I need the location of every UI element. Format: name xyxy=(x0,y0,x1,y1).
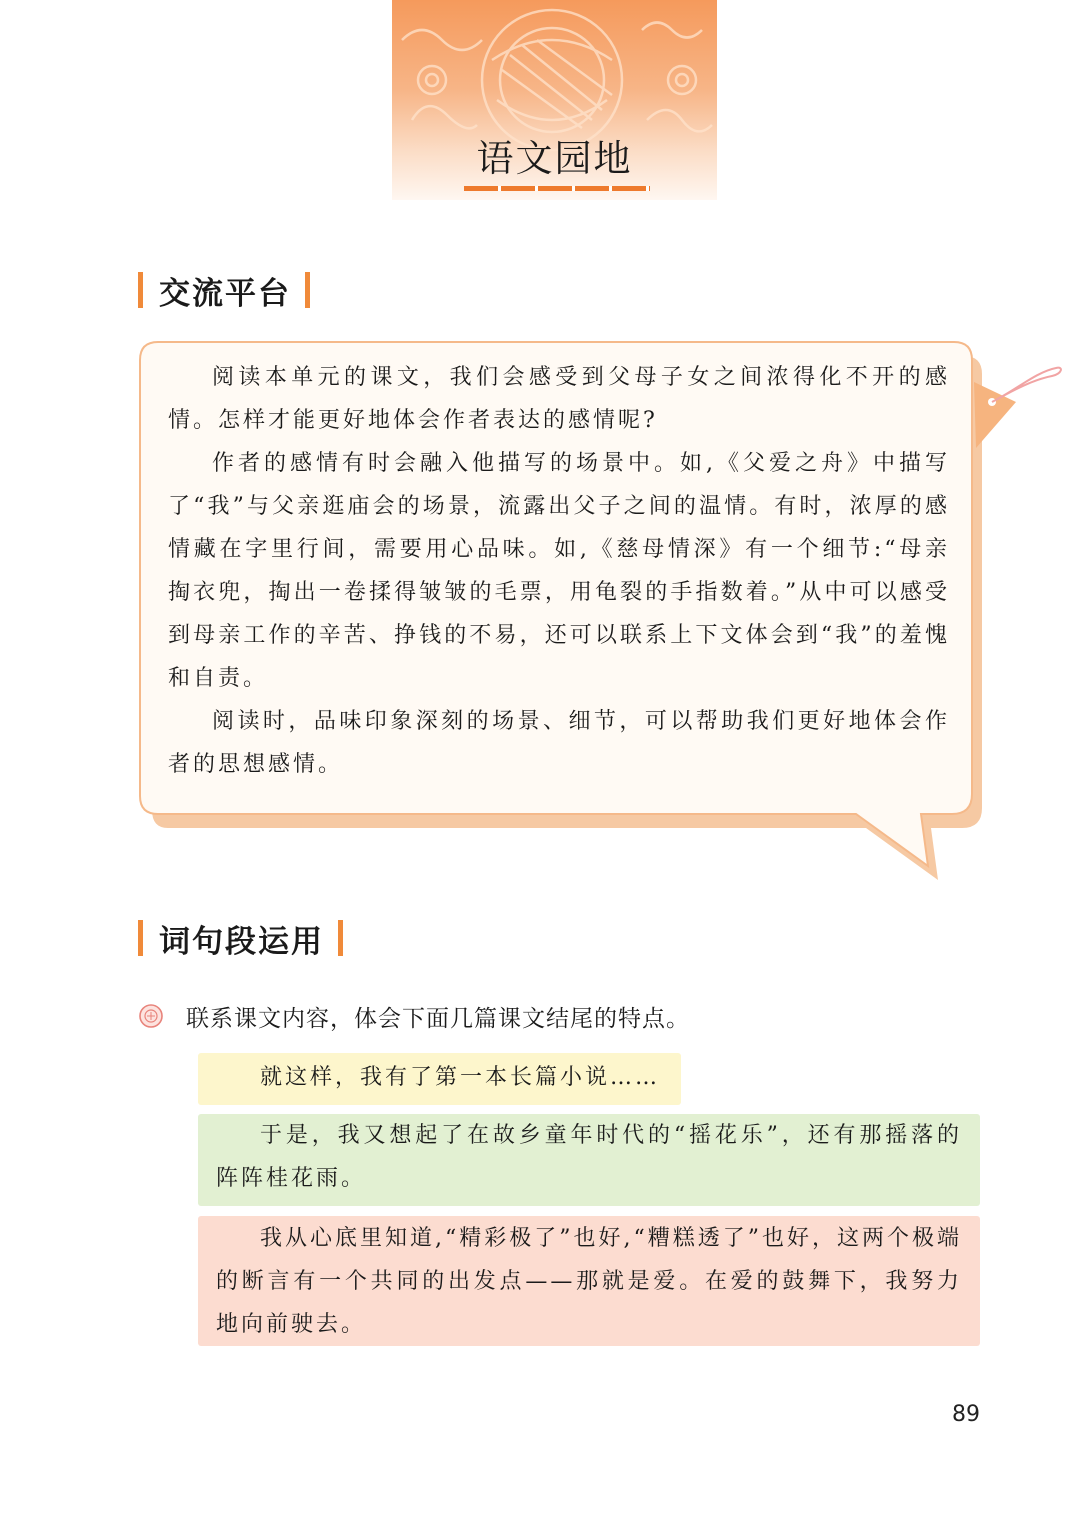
section-bar-left xyxy=(138,920,143,956)
quote-card-yellow xyxy=(198,1053,681,1105)
page-title: 语文园地 xyxy=(476,137,633,180)
quote-text: 我从心底里知道,“精彩极了”也好,“糟糕透了”也好，这两个极端的断言有一个共同的出发点——那就是爱。在爱的鼓舞下，我努力地向前驶去。 xyxy=(216,1226,962,1337)
unit-banner xyxy=(392,0,717,200)
bubble-text xyxy=(168,356,950,786)
section-bar-right xyxy=(305,272,310,308)
section-bar-left xyxy=(138,272,143,308)
section-title: 词句段运用 xyxy=(159,923,324,960)
bubble-paragraph: 阅读本单元的课文，我们会感受到父母子女之间浓得化不开的感情。怎样才能更好地体会作者表达的感情呢? xyxy=(168,365,950,433)
task-instruction xyxy=(138,998,690,1034)
bubble-paragraph: 作者的感情有时会融入他描写的场景中。如,《父爱之舟》中描写了“我”与父亲逛庙会的场景，流露出父子之间的温情。有时，浓厚的感情藏在字里行间，需要用心品味。如,《慈母情深》有一个细节:“母亲掏衣兜，掏出一卷揉得皱皱的毛票，用龟裂的手指数着。”从中可以感受到母亲工作的辛苦、挣钱的不易，还可以联系上下文体会到“我”的羞愧和自责。 xyxy=(168,451,950,691)
title-underline xyxy=(464,186,650,191)
quote-text: 就这样，我有了第一本长篇小说…… xyxy=(260,1065,661,1090)
seal-bullet-icon xyxy=(138,1003,164,1029)
bubble-paragraph: 阅读时，品味印象深刻的场景、细节，可以帮助我们更好地体会作者的思想感情。 xyxy=(168,709,950,777)
quote-card-pink xyxy=(198,1216,980,1346)
section-bar-right xyxy=(338,920,343,956)
quote-card-green xyxy=(198,1114,980,1206)
section-header-usage xyxy=(138,918,343,958)
section-title: 交流平台 xyxy=(159,275,291,312)
page-number: 89 xyxy=(952,1402,980,1427)
task-text: 联系课文内容，体会下面几篇课文结尾的特点。 xyxy=(186,1005,690,1032)
section-header-exchange xyxy=(138,270,310,310)
quote-text: 于是，我又想起了在故乡童年时代的“摇花乐”，还有那摇落的阵阵桂花雨。 xyxy=(216,1123,962,1191)
